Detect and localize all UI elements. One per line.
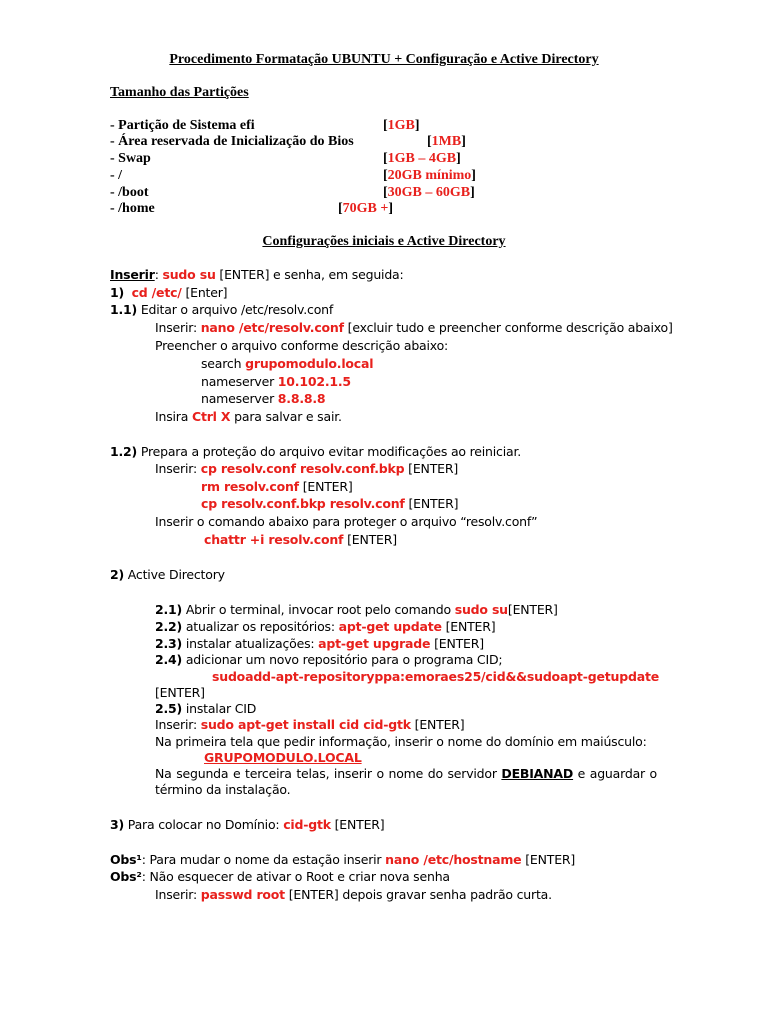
step-2-1: 2.1) Abrir o terminal, invocar root pelo comando sudo su[ENTER] <box>155 602 558 617</box>
nameserver-line: nameserver 8.8.8.8 <box>201 391 326 406</box>
partition-size: [70GB +] <box>338 201 394 216</box>
obs-2: Obs²: Não esquecer de ativar o Root e criar nova senha <box>110 869 450 884</box>
instruction-line: Inserir: sudo su [ENTER] e senha, em seguida: <box>110 267 404 282</box>
partition-size: [1GB – 4GB] <box>383 151 461 166</box>
step-1: 1) cd /etc/ [Enter] <box>110 285 228 300</box>
partition-size: [20GB mínimo] <box>383 168 476 183</box>
instruction-line: Na primeira tela que pedir informação, inserir o nome do domínio em maiúsculo: <box>155 734 647 749</box>
instruction-line: Inserir: nano /etc/resolv.conf [excluir tudo e preencher conforme descrição abaixo] <box>155 320 673 335</box>
partition-name: - /boot <box>110 185 149 200</box>
partition-size: [1GB] <box>383 118 420 133</box>
step-2-2: 2.2) atualizar os repositórios: apt-get update [ENTER] <box>155 619 496 634</box>
instruction-line: Inserir: passwd root [ENTER] depois gravar senha padrão curta. <box>155 887 552 902</box>
partition-size: [30GB – 60GB] <box>383 185 475 200</box>
instruction-line: término da instalação. <box>155 782 291 797</box>
step-2-5: 2.5) instalar CID <box>155 701 257 716</box>
partition-name: - Swap <box>110 151 151 166</box>
step-1-1: 1.1) Editar o arquivo /etc/resolv.conf <box>110 302 334 317</box>
instruction-line: Na segunda e terceira telas, inserir o nome do servidor DEBIANAD e aguardar o <box>155 766 657 781</box>
instruction-line: rm resolv.conf [ENTER] <box>201 479 353 494</box>
obs-1: Obs¹: Para mudar o nome da estação inserir nano /etc/hostname [ENTER] <box>110 852 576 867</box>
search-line: search grupomodulo.local <box>201 356 374 371</box>
instruction-line: Inserir: cp resolv.conf resolv.conf.bkp [ENTER] <box>155 461 459 476</box>
instruction-line: Inserir o comando abaixo para proteger o arquivo “resolv.conf” <box>155 514 538 529</box>
instruction-line: Preencher o arquivo conforme descrição abaixo: <box>155 338 449 353</box>
instruction-line: Inserir: sudo apt-get install cid cid-gtk [ENTER] <box>155 717 465 732</box>
partition-size: [1MB] <box>427 134 466 149</box>
nameserver-line: nameserver 10.102.1.5 <box>201 374 351 389</box>
partition-name: - / <box>110 168 123 183</box>
document-title: Procedimento Formatação UBUNTU + Configuração e Active Directory <box>169 52 599 67</box>
partition-name: - Partição de Sistema efi <box>110 118 255 133</box>
step-3: 3) Para colocar no Domínio: cid-gtk [ENTER] <box>110 817 385 832</box>
repository-command: sudo add-apt-repository ppa:emoraes25/cid && sudo apt-get update <box>212 669 659 684</box>
partition-name: - Área reservada de Inicialização do Bios <box>110 134 354 149</box>
instruction-line: chattr +i resolv.conf [ENTER] <box>204 532 397 547</box>
step-2-3: 2.3) instalar atualizações: apt-get upgrade [ENTER] <box>155 636 484 651</box>
instruction-line: [ENTER] <box>155 685 205 700</box>
partition-name: - /home <box>110 201 155 216</box>
step-2-4: 2.4) adicionar um novo repositório para o programa CID; <box>155 652 503 667</box>
step-2: 2) Active Directory <box>110 567 225 582</box>
partitions-heading: Tamanho das Partições <box>110 85 249 100</box>
config-heading: Configurações iniciais e Active Directory <box>262 234 506 249</box>
domain-name: GRUPOMODULO.LOCAL <box>204 750 362 765</box>
instruction-line: Insira Ctrl X para salvar e sair. <box>155 409 342 424</box>
instruction-line: cp resolv.conf.bkp resolv.conf [ENTER] <box>201 496 459 511</box>
step-1-2: 1.2) Prepara a proteção do arquivo evitar modificações ao reiniciar. <box>110 444 522 459</box>
